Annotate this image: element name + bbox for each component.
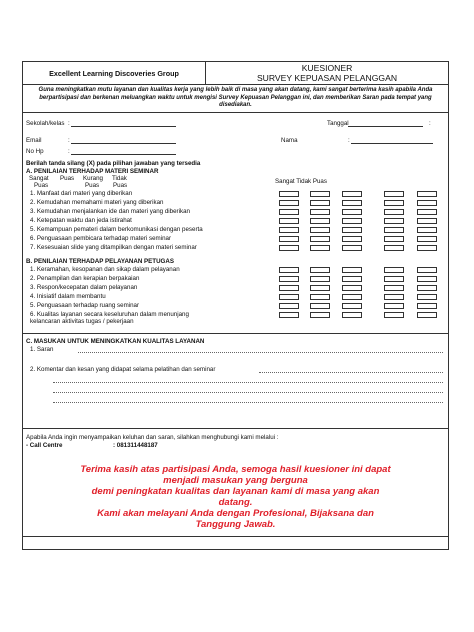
phone-colon: :: [68, 148, 70, 155]
questionnaire-form: [22, 61, 449, 550]
instruction-text: Berilah tanda silang (X) pada pilihan jawaban yang tersedia: [26, 160, 201, 167]
answer-checkbox[interactable]: [279, 267, 299, 273]
answer-checkbox[interactable]: [310, 294, 330, 300]
closing-line-5: Kami akan melayani Anda dengan Profesional, Bijaksana dan: [97, 508, 374, 519]
call-centre-number: : 081311448187: [113, 442, 158, 449]
name-colon: :: [348, 137, 350, 144]
date-colon: :: [429, 120, 431, 127]
answer-checkbox[interactable]: [310, 303, 330, 309]
date-label: Tanggal: [327, 120, 349, 127]
section-a-item-7: 7. Kesesuaian slide yang ditampilkan dengan materi seminar: [30, 244, 197, 251]
divider: [23, 333, 448, 334]
answer-checkbox[interactable]: [342, 294, 362, 300]
answer-checkbox[interactable]: [310, 267, 330, 273]
section-b-item-2: 2. Penampilan dan kerapian berpakaian: [30, 275, 140, 282]
answer-checkbox[interactable]: [417, 312, 437, 318]
answer-checkbox[interactable]: [384, 218, 404, 224]
answer-checkbox[interactable]: [417, 236, 437, 242]
section-a-title: A. PENILAIAN TERHADAP MATERI SEMINAR: [26, 168, 159, 175]
answer-checkbox[interactable]: [417, 227, 437, 233]
company-name: Excellent Learning Discoveries Group: [23, 62, 206, 85]
answer-checkbox[interactable]: [417, 285, 437, 291]
email-label: Email: [26, 137, 42, 144]
section-a-item-5: 5. Kemampuan pemateri dalam berkomunikasi dengan peserta: [30, 226, 203, 233]
answer-checkbox[interactable]: [384, 209, 404, 215]
answer-checkbox[interactable]: [310, 312, 330, 318]
answer-checkbox[interactable]: [342, 285, 362, 291]
answer-checkbox[interactable]: [342, 218, 362, 224]
answer-checkbox[interactable]: [417, 200, 437, 206]
answer-checkbox[interactable]: [384, 303, 404, 309]
closing-line-1: Terima kasih atas partisipasi Anda, semoga hasil kuesioner ini dapat: [80, 464, 391, 475]
answer-checkbox[interactable]: [310, 209, 330, 215]
answer-checkbox[interactable]: [384, 294, 404, 300]
answer-checkbox[interactable]: [310, 200, 330, 206]
answer-checkbox[interactable]: [279, 236, 299, 242]
closing-line-6: Tanggung Jawab.: [195, 519, 276, 530]
divider: [23, 428, 448, 429]
contact-text: Apabila Anda ingin menyampaikan keluhan dan saran, silahkan menghubungi kami melalui :: [26, 434, 279, 441]
call-centre-label: - Call Centre: [26, 442, 63, 449]
phone-field[interactable]: [71, 154, 176, 155]
answer-checkbox[interactable]: [384, 227, 404, 233]
closing-line-3: demi peningkatan kualitas dan layanan kami di masa yang akan: [91, 486, 380, 497]
school-field[interactable]: [71, 126, 176, 127]
answer-checkbox[interactable]: [384, 267, 404, 273]
answer-checkbox[interactable]: [310, 236, 330, 242]
answer-checkbox[interactable]: [384, 245, 404, 251]
answer-checkbox[interactable]: [384, 312, 404, 318]
answer-checkbox[interactable]: [279, 294, 299, 300]
answer-checkbox[interactable]: [417, 209, 437, 215]
answer-checkbox[interactable]: [310, 191, 330, 197]
section-c-title: C. MASUKAN UNTUK MENINGKATKAN KUALITAS LAYANAN: [26, 338, 205, 345]
answer-checkbox[interactable]: [342, 303, 362, 309]
answer-checkbox[interactable]: [342, 227, 362, 233]
section-b-item-4: 4. Inisiatif dalam membantu: [30, 293, 106, 300]
answer-checkbox[interactable]: [279, 191, 299, 197]
answer-checkbox[interactable]: [279, 285, 299, 291]
phone-label: No Hp: [26, 148, 44, 155]
answer-checkbox[interactable]: [384, 200, 404, 206]
answer-checkbox[interactable]: [417, 267, 437, 273]
scale-sangat-tidak-puas: Sangat Tidak Puas: [275, 178, 327, 185]
divider: [23, 536, 448, 537]
answer-checkbox[interactable]: [384, 191, 404, 197]
answer-checkbox[interactable]: [342, 312, 362, 318]
komentar-field-line-1[interactable]: [259, 372, 443, 373]
name-label: Nama: [281, 137, 298, 144]
intro-text: Guna meningkatkan mutu layanan dan kualitas kerja yang lebih baik di masa yang akan datang, kami sangat berterima kasih apabila Anda berpartisipasi dan berkenan meluangkan waktu untuk mengisi Survey Kepuasan Pelanggan ini, dan memberikan Saran pada tempat yang disediakan.: [23, 85, 448, 113]
answer-checkbox[interactable]: [279, 209, 299, 215]
section-b-item-5: 5. Penguasaan terhadap ruang seminar: [30, 302, 140, 309]
komentar-label: 2. Komentar dan kesan yang didapat selama pelatihan dan seminar: [30, 366, 216, 373]
answer-checkbox[interactable]: [279, 200, 299, 206]
answer-checkbox[interactable]: [279, 312, 299, 318]
komentar-field-line-3[interactable]: [53, 392, 443, 393]
section-a-item-3: 3. Kemudahan menjalankan ide dan materi yang diberikan: [30, 208, 190, 215]
answer-checkbox[interactable]: [417, 191, 437, 197]
answer-checkbox[interactable]: [384, 276, 404, 282]
answer-checkbox[interactable]: [342, 209, 362, 215]
answer-checkbox[interactable]: [342, 236, 362, 242]
answer-checkbox[interactable]: [310, 285, 330, 291]
answer-checkbox[interactable]: [310, 245, 330, 251]
scale-kurang: Kurang: [83, 175, 103, 182]
scale-puas: Puas: [60, 175, 75, 182]
komentar-field-line-4[interactable]: [53, 402, 443, 403]
closing-line-2: menjadi masukan yang berguna: [163, 475, 308, 486]
scale-sangat-puas-word: Puas: [34, 182, 49, 189]
section-b-title: B. PENILAIAN TERHADAP PELAYANAN PETUGAS: [26, 258, 174, 265]
section-b-item-6-cont: kelancaran aktivitas tugas / pekerjaan: [30, 318, 134, 325]
answer-checkbox[interactable]: [310, 276, 330, 282]
answer-checkbox[interactable]: [417, 245, 437, 251]
section-a-item-2: 2. Kemudahan memahami materi yang diberikan: [30, 199, 164, 206]
answer-checkbox[interactable]: [279, 245, 299, 251]
komentar-field-line-2[interactable]: [53, 382, 443, 383]
answer-checkbox[interactable]: [384, 285, 404, 291]
section-b-item-6: 6. Kualitas layanan secara keseluruhan dalam menunjang: [30, 311, 189, 318]
scale-sangat-puas: Sangat: [29, 175, 49, 182]
title-line-1: KUESIONER: [301, 63, 353, 73]
school-label: Sekolah/kelas: [26, 120, 65, 127]
scale-kurang-puas: Puas: [85, 182, 100, 189]
answer-checkbox[interactable]: [342, 191, 362, 197]
form-title: [206, 62, 448, 85]
section-b-item-1: 1. Keramahan, kesopanan dan sikap dalam pelayanan: [30, 266, 180, 273]
section-a-item-4: 4. Ketepatan waktu dan jeda istirahat: [30, 217, 132, 224]
answer-checkbox[interactable]: [342, 245, 362, 251]
answer-checkbox[interactable]: [342, 276, 362, 282]
scale-tidak-puas: Puas: [113, 182, 128, 189]
answer-checkbox[interactable]: [417, 294, 437, 300]
answer-checkbox[interactable]: [279, 276, 299, 282]
title-line-2: SURVEY KEPUASAN PELANGGAN: [256, 73, 398, 83]
answer-checkbox[interactable]: [384, 236, 404, 242]
section-b-item-3: 3. Respon/kecepatan dalam pelayanan: [30, 284, 138, 291]
email-colon: :: [68, 137, 70, 144]
school-colon: :: [68, 120, 70, 127]
answer-checkbox[interactable]: [417, 276, 437, 282]
section-a-item-6: 6. Penguasaan pembicara terhadap materi seminar: [30, 235, 172, 242]
section-a-item-1: 1. Manfaat dari materi yang diberikan: [30, 190, 133, 197]
name-field[interactable]: [351, 143, 433, 144]
saran-field[interactable]: [78, 352, 443, 353]
answer-checkbox[interactable]: [310, 218, 330, 224]
date-field[interactable]: [348, 126, 423, 127]
closing-line-4: datang.: [218, 497, 253, 508]
answer-checkbox[interactable]: [417, 218, 437, 224]
answer-checkbox[interactable]: [342, 200, 362, 206]
answer-checkbox[interactable]: [310, 227, 330, 233]
answer-checkbox[interactable]: [342, 267, 362, 273]
answer-checkbox[interactable]: [279, 227, 299, 233]
answer-checkbox[interactable]: [417, 303, 437, 309]
scale-tidak: Tidak: [112, 175, 127, 182]
saran-label: 1. Saran: [30, 346, 54, 353]
answer-checkbox[interactable]: [279, 303, 299, 309]
email-field[interactable]: [71, 143, 176, 144]
answer-checkbox[interactable]: [279, 218, 299, 224]
